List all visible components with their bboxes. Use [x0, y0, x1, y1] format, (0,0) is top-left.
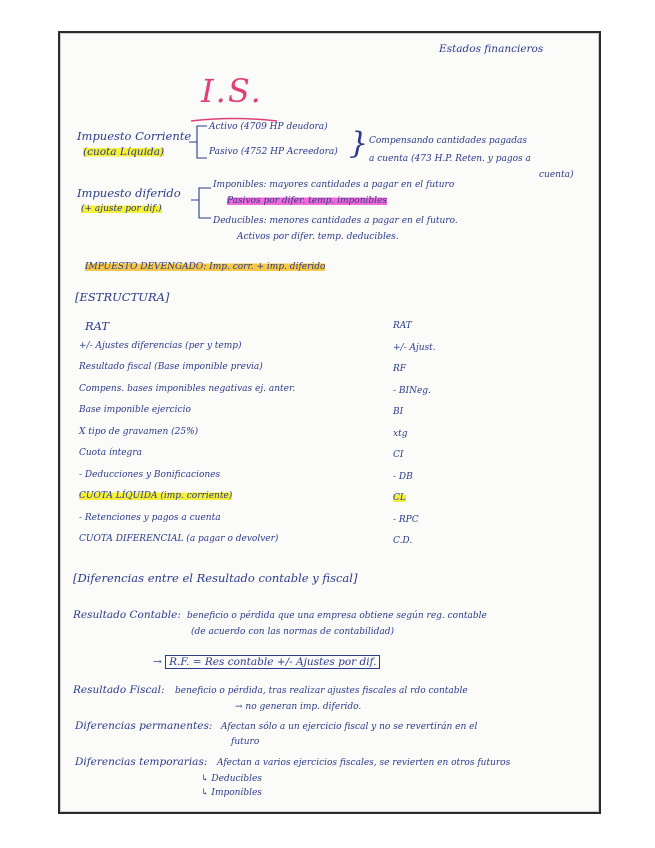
- estructura-row-label: - Retenciones y pagos a cuenta: [79, 512, 221, 523]
- estructura-row-label: +/- Ajustes diferencias (per y temp): [79, 340, 242, 351]
- activos-dif-text: Activos por difer. temp. deducibles.: [237, 232, 399, 242]
- deducibles-text: Deducibles: menores cantidades a pagar en el futuro.: [213, 216, 458, 226]
- estructura-row-abbrev: RAT: [393, 321, 412, 331]
- cuota-liquida-label: (cuota Líquida): [83, 146, 165, 158]
- pasivo-text: Pasivo (4752 HP Acreedora): [209, 147, 338, 157]
- formula-box: → R.F. = Res contable +/- Ajustes por dif.: [153, 656, 380, 668]
- estructura-row-label: Cuota íntegra: [79, 448, 142, 458]
- cuenta-end-text: cuenta): [539, 170, 574, 180]
- estructura-row-abbrev: RF: [393, 364, 407, 374]
- estructura-row-label: CUOTA LÍQUIDA (imp. corriente): [79, 491, 233, 501]
- activo-text: Activo (4709 HP deudora): [209, 122, 328, 132]
- resultado-contable-text: beneficio o pérdida que una empresa obtiene según reg. contable: [187, 611, 487, 621]
- deducibles-subitem: ↳ Deducibles: [201, 774, 263, 784]
- bracket-diferido: [191, 184, 213, 224]
- estructura-row-label: Compens. bases imponibles negativas ej. anter.: [79, 383, 296, 394]
- page-title: I.S.: [201, 72, 263, 110]
- brace: }: [349, 126, 369, 161]
- estructura-row-label: Base imponible ejercicio: [79, 405, 191, 415]
- topic-label: Estados financieros: [439, 43, 544, 55]
- impuesto-devengado-text: IMPUESTO DEVENGADO: Imp. corr. + imp. diferido: [85, 262, 326, 272]
- diferencias-permanentes-label: Diferencias permanentes:: [75, 720, 213, 732]
- diferencias-heading: [Diferencias entre el Resultado contable y fiscal]: [73, 571, 358, 585]
- resultado-fiscal-text: beneficio o pérdida, tras realizar ajustes fiscales al rdo contable: [175, 686, 468, 696]
- diferencias-temporarias-text: Afectan a varios ejercicios fiscales, se revierten en otros futuros: [217, 758, 511, 768]
- formula-text: R.F. = Res contable +/- Ajustes por dif.: [165, 655, 380, 669]
- diferencias-temporarias-label: Diferencias temporarias:: [75, 756, 208, 768]
- estructura-row-abbrev: xtg: [393, 428, 408, 439]
- compensando-text: Compensando cantidades pagadas: [369, 136, 527, 146]
- estructura-row-abbrev: BI: [393, 407, 404, 417]
- a-cuenta-text: a cuenta (473 H.P. Reten. y pagos a: [369, 154, 531, 164]
- imponibles-text: Imponibles: mayores cantidades a pagar en el futuro: [213, 180, 455, 190]
- ajuste-dif-label: (+ ajuste por dif.): [81, 204, 162, 214]
- diferencias-heading-text: Diferencias entre el Resultado contable y fiscal: [77, 571, 353, 585]
- diferencias-permanentes-note: futuro: [231, 737, 260, 747]
- estructura-heading-text: ESTRUCTURA: [79, 290, 165, 304]
- diferencias-permanentes-text: Afectan sólo a un ejercicio fiscal y no se revertirán en el: [221, 722, 478, 732]
- estructura-row-abbrev: CI: [393, 450, 404, 460]
- imponibles-subitem: ↳ Imponibles: [201, 788, 262, 798]
- estructura-row-label: RAT: [85, 319, 110, 333]
- estructura-row-label: Resultado fiscal (Base imponible previa): [79, 362, 263, 372]
- impuesto-diferido-label: Impuesto diferido: [77, 186, 181, 200]
- estructura-heading: [ESTRUCTURA]: [75, 290, 170, 304]
- impuesto-corriente-label: Impuesto Corriente: [77, 129, 192, 143]
- estructura-row-abbrev: CL: [393, 493, 406, 503]
- estructura-row-abbrev: +/- Ajust.: [393, 342, 436, 353]
- bracket-corriente: [189, 122, 209, 162]
- estructura-row-label: - Deducciones y Bonificaciones: [79, 469, 221, 480]
- resultado-fiscal-note: → no generan imp. diferido.: [235, 702, 362, 712]
- pasivos-dif-text: Pasivos por difer. temp. imponibles: [227, 196, 387, 206]
- resultado-contable-label: Resultado Contable:: [73, 609, 181, 621]
- estructura-row-label: X tipo de gravamen (25%): [79, 426, 199, 437]
- resultado-contable-note: (de acuerdo con las normas de contabilidad): [191, 627, 395, 637]
- estructura-row-abbrev: - DB: [393, 471, 413, 482]
- estructura-row-label: CUOTA DIFERENCIAL (a pagar o devolver): [79, 534, 279, 544]
- resultado-fiscal-label: Resultado Fiscal:: [73, 684, 165, 696]
- estructura-row-abbrev: - RPC: [393, 514, 419, 525]
- notebook-page: [60, 33, 599, 812]
- estructura-row-abbrev: - BINeg.: [393, 385, 431, 396]
- estructura-row-abbrev: C.D.: [393, 536, 413, 546]
